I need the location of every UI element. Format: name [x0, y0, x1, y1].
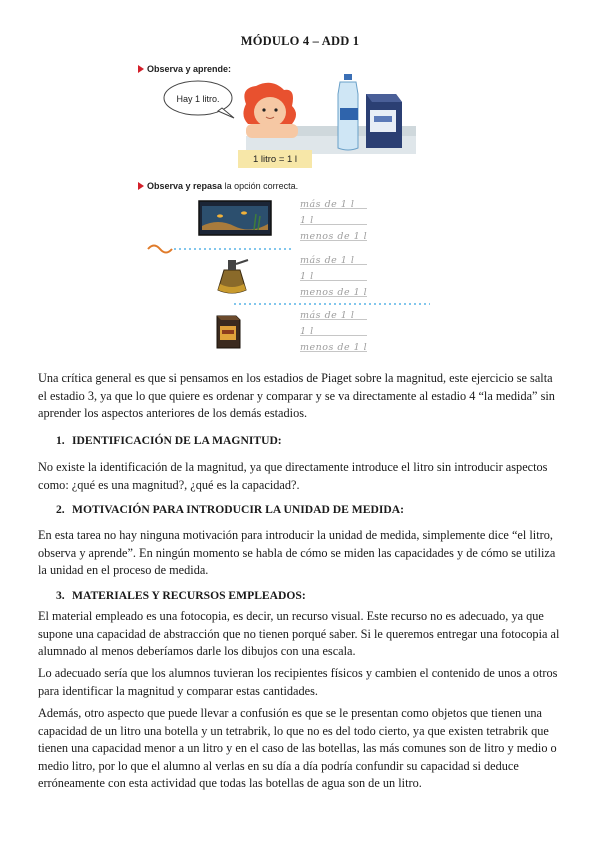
water-bottle-icon [338, 74, 358, 150]
aquarium-icon [198, 200, 272, 236]
juice-carton-icon [214, 310, 242, 350]
answer-options [300, 308, 367, 356]
speech-bubble [164, 81, 234, 118]
section-heading: 2. MOTIVACIÓN PARA INTRODUCIR LA UNIDAD DE MEDIDA: [56, 503, 404, 516]
red-arrow-icon [138, 182, 144, 190]
caption-observe-review: Observa y repasa la opción correcta. [138, 181, 298, 191]
milk-carton-icon [366, 94, 402, 148]
section-paragraph: Lo adecuado sería que los alumnos tuvieran los recipientes físicos y cambien el contenido de unos a otros para identificar la magnitud y comparar estas cantidades. [38, 666, 558, 698]
scene-girl-bottle-carton [160, 74, 416, 154]
section-heading: 3. MATERIALES Y RECURSOS EMPLEADOS: [56, 589, 306, 602]
option-equal[interactable]: 1 l [300, 269, 367, 285]
option-less[interactable]: menos de 1 l [300, 229, 367, 245]
option-more[interactable]: más de 1 l [300, 253, 367, 269]
girl-illustration [243, 83, 298, 138]
exercise-row-juice-carton [130, 306, 430, 354]
intro-paragraph: Una crítica general es que si pensamos en los estadios de Piaget sobre la magnitud, este ejercicio se salta el estadio 3, ya que lo que quiere es ordenar y comparar y se va directamente al estadio 4 “la medida” sin aprender los aspectos anteriores de los demás estadios. [38, 371, 555, 421]
option-equal[interactable]: 1 l [300, 213, 367, 229]
section-heading: 1. IDENTIFICACIÓN DE LA MAGNITUD: [56, 434, 282, 447]
option-more[interactable]: más de 1 l [300, 197, 367, 213]
option-less[interactable]: menos de 1 l [300, 285, 367, 301]
equation-box: 1 litro = 1 l [238, 150, 312, 168]
caption-observe-learn: Observa y aprende: [138, 64, 231, 74]
answer-options [300, 253, 367, 301]
svg-text:Hay 1 litro.: Hay 1 litro. [176, 94, 220, 104]
section-paragraph: No existe la identificación de la magnitud, ya que directamente introduce el litro sin introducir aspectos como: ¿qué es una magnitud?, ¿qué es la capacidad?. [38, 460, 548, 492]
section-paragraph: Además, otro aspecto que puede llevar a confusión es que se le presentan como objetos que tienen una capacidad de un litro una botella y un tetrabrik, lo que no es del todo cierto, ya que existen tetrabrik que tienen una capacidad menor a un litro y en el caso de las botellas, las más comunes son de litro y medio o medio litro, por lo que el alumno al verlas en su día a día podría confundir su capacidad si deduce erróneamente con esta actividad que todas las botellas de agua son de un litro. [38, 706, 557, 791]
section-paragraph: En esta tarea no hay ninguna motivación para introducir la unidad de medida, simplemente dice “el litro, observa y aprende”. En ningún momento se habla de cómo se miden las capacidades y de cómo se utiliza la unidad en el proceso de medida. [38, 528, 556, 578]
option-equal[interactable]: 1 l [300, 324, 367, 340]
page-title: MÓDULO 4 – ADD 1 [240, 34, 360, 48]
worksheet-figure [130, 58, 430, 354]
section-paragraph: El material empleado es una fotocopia, es decir, un recurso visual. Este recurso no es adecuado, ya que supone una capacidad de abstracción que no tienen porqué saber. Si le queremos entregar una fotocopia al alumnado al menos deberíamos darle los dibujos con una escala. [38, 609, 560, 659]
red-arrow-icon [138, 65, 144, 73]
oil-cruet-icon [214, 256, 250, 296]
option-less[interactable]: menos de 1 l [300, 340, 367, 356]
answer-options [300, 197, 367, 245]
option-more[interactable]: más de 1 l [300, 308, 367, 324]
exercise-row-oil-cruet [130, 250, 430, 302]
exercise-row-aquarium [130, 196, 430, 246]
